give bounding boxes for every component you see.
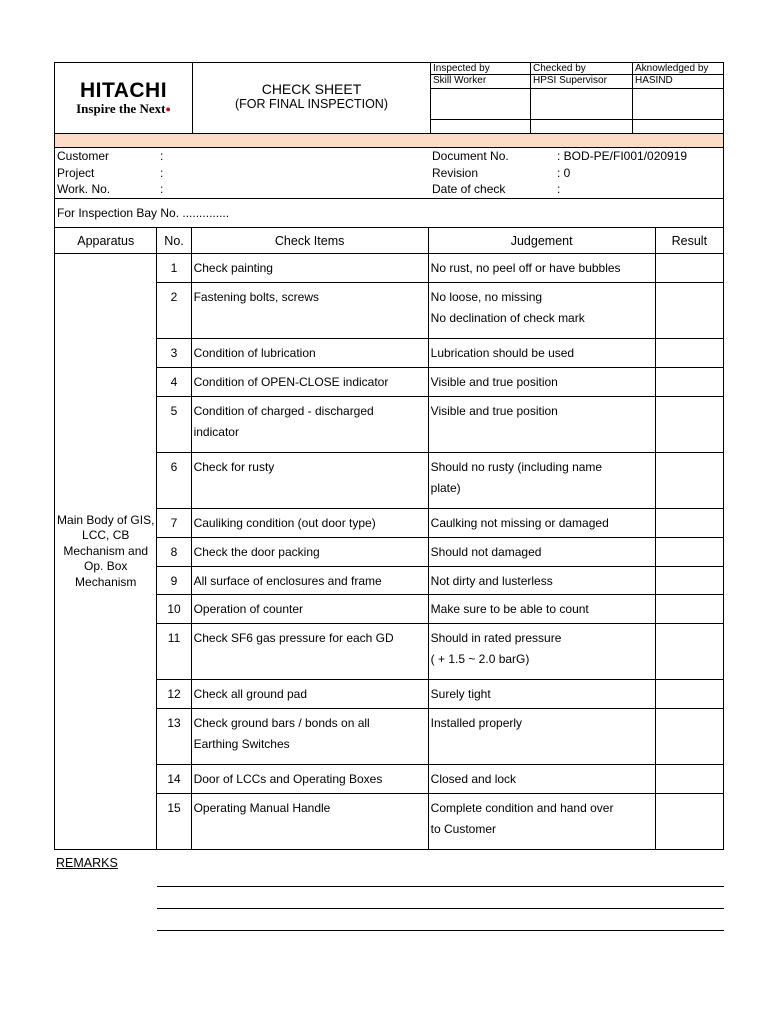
- acknowledged-by-date-field[interactable]: [633, 119, 724, 133]
- judgement-cell: [428, 595, 655, 624]
- check-item-cell: [191, 368, 428, 397]
- info-row-work-no: [55, 181, 723, 198]
- result-field[interactable]: [655, 509, 723, 538]
- result-field[interactable]: [655, 595, 723, 624]
- project-label: Project: [57, 165, 95, 180]
- page-title: CHECK SHEET: [261, 81, 362, 97]
- check-item-text: Operating Manual Handle: [193, 801, 331, 815]
- result-field[interactable]: [655, 339, 723, 368]
- sheet-title: [193, 63, 431, 134]
- row-number: 8: [157, 538, 191, 567]
- customer-field[interactable]: :: [160, 149, 164, 163]
- judgement-text: No rust, no peel off or have bubbles: [430, 261, 621, 275]
- acknowledged-by-heading: Aknowledged by: [633, 63, 724, 75]
- judgement-text-cont: No declination of check mark: [430, 311, 585, 325]
- judgement-cell: [428, 680, 655, 709]
- check-sheet: [54, 62, 724, 850]
- check-item-cell: [191, 538, 428, 567]
- row-number: 13: [157, 709, 191, 765]
- remarks-line[interactable]: [157, 908, 724, 909]
- judgement-cell: [428, 624, 655, 680]
- check-item-text: Check painting: [193, 261, 273, 275]
- result-field[interactable]: [655, 368, 723, 397]
- result-field[interactable]: [655, 453, 723, 509]
- row-number: 9: [157, 567, 191, 595]
- judgement-text: Complete condition and hand over: [430, 801, 614, 815]
- row-number: 7: [157, 509, 191, 538]
- result-field[interactable]: [655, 567, 723, 595]
- check-items-body: [55, 254, 724, 850]
- result-field[interactable]: [655, 624, 723, 680]
- judgement-cell: [428, 765, 655, 794]
- judgement-text-cont: to Customer: [430, 822, 497, 836]
- result-field[interactable]: [655, 709, 723, 765]
- check-item-cell: [191, 595, 428, 624]
- judgement-cell: [428, 397, 655, 453]
- judgement-text: Make sure to be able to count: [430, 602, 589, 616]
- revision-label: Revision: [432, 165, 479, 180]
- result-field[interactable]: [655, 397, 723, 453]
- document-info: [54, 148, 724, 228]
- column-header-no: No.: [157, 228, 191, 254]
- check-item-cell: [191, 453, 428, 509]
- logo-tagline: Inspire the Next: [76, 101, 166, 116]
- check-item-cell: [191, 397, 428, 453]
- info-row-customer: [55, 148, 723, 165]
- result-field[interactable]: [655, 794, 723, 850]
- judgement-cell: [428, 283, 655, 339]
- judgement-text: Not dirty and lusterless: [430, 574, 553, 588]
- result-field[interactable]: [655, 680, 723, 709]
- check-item-text: Cauliking condition (out door type): [193, 516, 376, 530]
- inspection-bay-field[interactable]: For Inspection Bay No. ..............: [55, 199, 724, 228]
- hitachi-logo: HITACHI Inspire the Next●: [55, 63, 193, 134]
- row-number: 3: [157, 339, 191, 368]
- acknowledged-by-signature-field[interactable]: [633, 88, 724, 119]
- judgement-cell: [428, 509, 655, 538]
- work-no-field[interactable]: :: [160, 182, 164, 196]
- check-item-cell: [191, 567, 428, 595]
- result-field[interactable]: [655, 283, 723, 339]
- judgement-text: Visible and true position: [430, 404, 558, 418]
- check-item-text: Condition of lubrication: [193, 346, 316, 360]
- remarks-label: REMARKS: [56, 856, 118, 870]
- judgement-cell: [428, 368, 655, 397]
- check-item-text: Operation of counter: [193, 602, 303, 616]
- check-item-cell: [191, 709, 428, 765]
- judgement-cell: [428, 254, 655, 283]
- remarks-line[interactable]: [157, 930, 724, 931]
- check-item-cell: [191, 624, 428, 680]
- checked-by-signature-field[interactable]: [531, 88, 633, 119]
- check-item-text: Check SF6 gas pressure for each GD: [193, 631, 394, 645]
- date-of-check-field[interactable]: :: [557, 182, 561, 196]
- result-field[interactable]: [655, 254, 723, 283]
- check-item-text: Door of LCCs and Operating Boxes: [193, 772, 383, 786]
- table-header-row: [55, 228, 724, 254]
- row-number: 6: [157, 453, 191, 509]
- inspected-by-role: Skill Worker: [431, 75, 531, 88]
- judgement-text: Surely tight: [430, 687, 491, 701]
- check-item-cell: [191, 794, 428, 850]
- customer-label: Customer: [57, 149, 110, 163]
- header-separator-band: [55, 134, 724, 148]
- check-item-text: Check for rusty: [193, 460, 275, 474]
- result-field[interactable]: [655, 538, 723, 567]
- judgement-text: Caulking not missing or damaged: [430, 516, 609, 530]
- info-row-project: [55, 165, 723, 182]
- judgement-cell: [428, 794, 655, 850]
- judgement-text: Closed and lock: [430, 772, 517, 786]
- inspected-by-date-field[interactable]: [431, 119, 531, 133]
- check-item-text: All surface of enclosures and frame: [193, 574, 382, 588]
- page-subtitle: (FOR FINAL INSPECTION): [234, 97, 388, 111]
- inspected-by-heading: Inspected by: [431, 63, 531, 75]
- check-item-cell: [191, 765, 428, 794]
- document-no-value: : BOD-PE/FI001/020919: [557, 149, 688, 163]
- column-header-result: Result: [655, 228, 723, 254]
- judgement-cell: [428, 538, 655, 567]
- row-number: 5: [157, 397, 191, 453]
- check-item-cell: [191, 509, 428, 538]
- check-item-text: Check all ground pad: [193, 687, 308, 701]
- acknowledged-by-role: HASIND: [633, 75, 724, 88]
- row-number: 14: [157, 765, 191, 794]
- check-item-text: Check the door packing: [193, 545, 320, 559]
- judgement-text: Lubrication should be used: [430, 346, 575, 360]
- row-number: 11: [157, 624, 191, 680]
- judgement-text: Should no rusty (including name: [430, 460, 603, 474]
- checked-by-heading: Checked by: [531, 63, 633, 75]
- revision-value: : 0: [557, 165, 571, 180]
- row-number: 4: [157, 368, 191, 397]
- checked-by-date-field[interactable]: [531, 119, 633, 133]
- remarks-line[interactable]: [157, 886, 724, 887]
- row-number: 2: [157, 283, 191, 339]
- judgement-cell: [428, 339, 655, 368]
- row-number: 12: [157, 680, 191, 709]
- judgement-text-cont: plate): [430, 481, 461, 495]
- sheet-header: [54, 62, 724, 134]
- column-header-check-items: Check Items: [191, 228, 428, 254]
- project-field[interactable]: :: [160, 165, 164, 180]
- judgement-text-cont: ( + 1.5 ~ 2.0 barG): [430, 652, 530, 666]
- column-header-judgement: Judgement: [428, 228, 655, 254]
- check-items-table: [54, 228, 724, 850]
- check-item-text: Condition of OPEN-CLOSE indicator: [193, 375, 389, 389]
- table-row: [55, 254, 724, 283]
- logo-dot-icon: ●: [165, 104, 171, 114]
- check-item-text-cont: Earthing Switches: [193, 737, 290, 751]
- checked-by-role: HPSI Supervisor: [531, 75, 633, 88]
- judgement-text: No loose, no missing: [430, 290, 543, 304]
- judgement-cell: [428, 453, 655, 509]
- row-number: 10: [157, 595, 191, 624]
- result-field[interactable]: [655, 765, 723, 794]
- judgement-cell: [428, 709, 655, 765]
- date-of-check-label: Date of check: [432, 182, 506, 196]
- check-item-cell: [191, 339, 428, 368]
- check-item-text: Check ground bars / bonds on all: [193, 716, 370, 730]
- row-number: 15: [157, 794, 191, 850]
- check-item-text: Fastening bolts, screws: [193, 290, 319, 304]
- judgement-text: Installed properly: [430, 716, 523, 730]
- check-item-cell: [191, 680, 428, 709]
- judgement-text: Should in rated pressure: [430, 631, 562, 645]
- judgement-text: Visible and true position: [430, 375, 558, 389]
- judgement-text: Should not damaged: [430, 545, 542, 559]
- document-no-label: Document No.: [432, 149, 509, 163]
- check-item-text-cont: indicator: [193, 425, 239, 439]
- check-item-text: Condition of charged - discharged: [193, 404, 374, 418]
- judgement-cell: [428, 567, 655, 595]
- check-item-cell: [191, 283, 428, 339]
- row-number: 1: [157, 254, 191, 283]
- inspected-by-signature-field[interactable]: [431, 88, 531, 119]
- work-no-label: Work. No.: [57, 182, 111, 196]
- column-header-apparatus: Apparatus: [55, 228, 157, 254]
- check-item-cell: [191, 254, 428, 283]
- apparatus-cell: Main Body of GIS, LCC, CB Mechanism and Op. Box Mechanism: [55, 254, 157, 850]
